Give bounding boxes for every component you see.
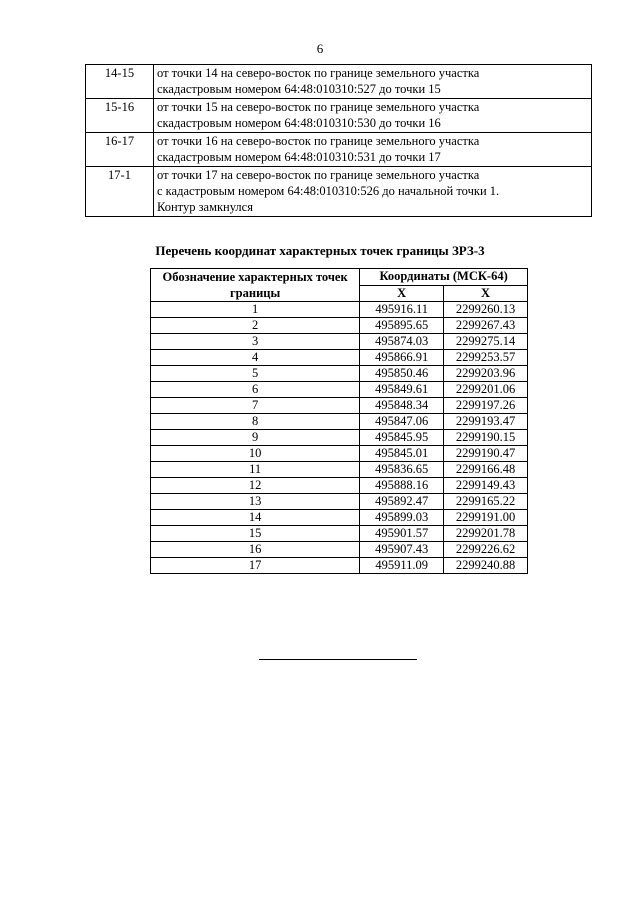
point-id-cell: 7 bbox=[151, 398, 360, 414]
x-coordinate-cell: 495888.16 bbox=[360, 478, 444, 494]
table-row bbox=[151, 398, 528, 414]
segment-description bbox=[154, 133, 592, 167]
y-coordinate-cell: 2299166.48 bbox=[444, 462, 528, 478]
point-id-cell: 8 bbox=[151, 414, 360, 430]
y-coordinate-cell: 2299197.26 bbox=[444, 398, 528, 414]
y-coordinate-cell: 2299240.88 bbox=[444, 558, 528, 574]
segment-description-line: от точки 15 на северо-восток по границе земельного участка bbox=[157, 100, 480, 114]
table-row bbox=[151, 302, 528, 318]
y-coordinate-cell: 2299193.47 bbox=[444, 414, 528, 430]
coordinates-title: Перечень координат характерных точек границы ЗРЗ-3 bbox=[155, 243, 485, 258]
table-row bbox=[151, 494, 528, 510]
table-row bbox=[151, 542, 528, 558]
y-coordinate-cell: 2299226.62 bbox=[444, 542, 528, 558]
x-coordinate-cell: 495895.65 bbox=[360, 318, 444, 334]
y-coordinate-cell: 2299149.43 bbox=[444, 478, 528, 494]
segment-description-line: Контур замкнулся bbox=[157, 200, 253, 214]
y-coordinate-cell: 2299275.14 bbox=[444, 334, 528, 350]
y-coordinate-cell: 2299253.57 bbox=[444, 350, 528, 366]
table-row bbox=[151, 318, 528, 334]
x-coordinate-cell: 495866.91 bbox=[360, 350, 444, 366]
x-coordinate-cell: 495907.43 bbox=[360, 542, 444, 558]
y-coordinate-cell: 2299260.13 bbox=[444, 302, 528, 318]
point-id-cell: 10 bbox=[151, 446, 360, 462]
segment-id: 14-15 bbox=[86, 65, 154, 99]
segment-id: 15-16 bbox=[86, 99, 154, 133]
table-row bbox=[151, 478, 528, 494]
x-column-header: X bbox=[360, 285, 444, 302]
table-row bbox=[151, 430, 528, 446]
table-row bbox=[151, 558, 528, 574]
y-coordinate-cell: 2299190.47 bbox=[444, 446, 528, 462]
x-coordinate-cell: 495911.09 bbox=[360, 558, 444, 574]
segment-description bbox=[154, 99, 592, 133]
segment-description-line: с кадастровым номером 64:48:010310:526 до начальной точки 1. bbox=[157, 184, 500, 198]
coordinates-system-header: Координаты (МСК-64) bbox=[360, 269, 528, 286]
x-coordinate-cell: 495899.03 bbox=[360, 510, 444, 526]
table-row bbox=[151, 334, 528, 350]
coordinates-body bbox=[151, 302, 528, 574]
y-coordinate-cell: 2299201.78 bbox=[444, 526, 528, 542]
x-coordinate-cell: 495901.57 bbox=[360, 526, 444, 542]
point-id-cell: 13 bbox=[151, 494, 360, 510]
x-coordinate-cell: 495849.61 bbox=[360, 382, 444, 398]
table-row bbox=[151, 446, 528, 462]
table-row bbox=[151, 414, 528, 430]
x-coordinate-cell: 495850.46 bbox=[360, 366, 444, 382]
point-id-cell: 5 bbox=[151, 366, 360, 382]
segment-row bbox=[86, 133, 592, 167]
segment-description bbox=[154, 167, 592, 217]
y-coordinate-cell: 2299203.96 bbox=[444, 366, 528, 382]
x-coordinate-cell: 495874.03 bbox=[360, 334, 444, 350]
point-id-cell: 3 bbox=[151, 334, 360, 350]
y-coordinate-cell: 2299267.43 bbox=[444, 318, 528, 334]
y-coordinate-cell: 2299190.15 bbox=[444, 430, 528, 446]
point-id-cell: 11 bbox=[151, 462, 360, 478]
segment-row bbox=[86, 99, 592, 133]
segment-row bbox=[86, 65, 592, 99]
table-row bbox=[151, 350, 528, 366]
x-coordinate-cell: 495836.65 bbox=[360, 462, 444, 478]
x-coordinate-cell: 495845.95 bbox=[360, 430, 444, 446]
segment-description-line: скадастровым номером 64:48:010310:530 до точки 16 bbox=[157, 116, 441, 130]
table-row bbox=[151, 366, 528, 382]
x-coordinate-cell: 495916.11 bbox=[360, 302, 444, 318]
point-id-cell: 17 bbox=[151, 558, 360, 574]
segment-description bbox=[154, 65, 592, 99]
point-designation-header: Обозначение характерных точек границы bbox=[151, 269, 360, 302]
x-coordinate-cell: 495892.47 bbox=[360, 494, 444, 510]
x-coordinate-cell: 495848.34 bbox=[360, 398, 444, 414]
segment-description-line: скадастровым номером 64:48:010310:531 до точки 17 bbox=[157, 150, 441, 164]
y-coordinate-cell: 2299191.00 bbox=[444, 510, 528, 526]
table-row bbox=[151, 462, 528, 478]
coordinates-header-row bbox=[151, 269, 528, 286]
segment-description-line: от точки 17 на северо-восток по границе земельного участка bbox=[157, 168, 480, 182]
point-id-cell: 14 bbox=[151, 510, 360, 526]
segment-row bbox=[86, 167, 592, 217]
point-id-cell: 1 bbox=[151, 302, 360, 318]
coordinates-table bbox=[150, 268, 528, 574]
closing-rule-line bbox=[259, 659, 417, 660]
point-id-cell: 12 bbox=[151, 478, 360, 494]
y-coordinate-cell: 2299201.06 bbox=[444, 382, 528, 398]
segment-description-line: от точки 16 на северо-восток по границе земельного участка bbox=[157, 134, 480, 148]
segment-id: 16-17 bbox=[86, 133, 154, 167]
point-id-cell: 2 bbox=[151, 318, 360, 334]
y-column-header: X bbox=[444, 285, 528, 302]
point-id-cell: 4 bbox=[151, 350, 360, 366]
segment-description-line: скадастровым номером 64:48:010310:527 до точки 15 bbox=[157, 82, 441, 96]
table-row bbox=[151, 510, 528, 526]
segment-id: 17-1 bbox=[86, 167, 154, 217]
page-number: 6 bbox=[316, 41, 324, 56]
y-coordinate-cell: 2299165.22 bbox=[444, 494, 528, 510]
boundary-segments-table bbox=[85, 64, 592, 217]
point-id-cell: 9 bbox=[151, 430, 360, 446]
segment-description-line: от точки 14 на северо-восток по границе земельного участка bbox=[157, 66, 480, 80]
table-row bbox=[151, 526, 528, 542]
x-coordinate-cell: 495845.01 bbox=[360, 446, 444, 462]
table-row bbox=[151, 382, 528, 398]
x-coordinate-cell: 495847.06 bbox=[360, 414, 444, 430]
point-id-cell: 15 bbox=[151, 526, 360, 542]
point-id-cell: 16 bbox=[151, 542, 360, 558]
point-id-cell: 6 bbox=[151, 382, 360, 398]
